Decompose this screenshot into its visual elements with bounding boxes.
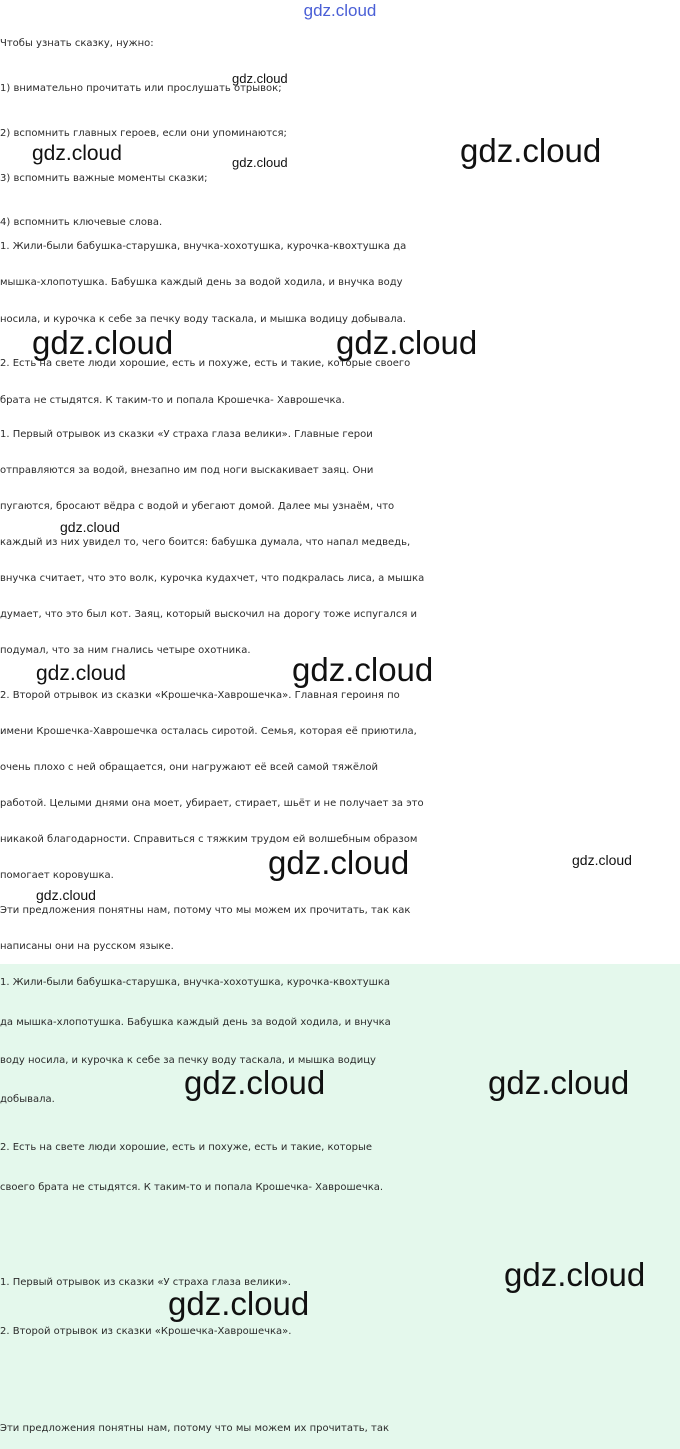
watermark: gdz.cloud xyxy=(184,1064,326,1101)
step-3: 3) вспомнить важные моменты сказки; xyxy=(0,173,208,184)
watermark: gdz.cloud xyxy=(60,519,120,535)
watermark: gdz.cloud xyxy=(504,1256,646,1293)
analysis1-line-6: думает, что это был кот. Заяц, который выскочил на дорогу тоже испугался и xyxy=(0,609,418,620)
excerpt1-line-1: 1. Жили-были бабушка-старушка, внучка-хохотушка, курочка-квохтушка да xyxy=(0,241,407,252)
watermark: gdz.cloud xyxy=(32,142,122,165)
watermark: gdz.cloud xyxy=(232,71,288,86)
answer-excerpt1-line-4: добывала. xyxy=(0,1094,55,1105)
watermark: gdz.cloud xyxy=(572,852,632,868)
watermark: gdz.cloud xyxy=(36,662,126,685)
watermark: gdz.cloud xyxy=(32,324,174,361)
step-1: 1) внимательно прочитать или прослушать отрывок; xyxy=(0,83,282,94)
answer-title-1: 1. Первый отрывок из сказки «У страха глаза велики». xyxy=(0,1277,291,1288)
intro-text: Чтобы узнать сказку, нужно: xyxy=(0,38,154,49)
analysis2-line-2: имени Крошечка-Хаврошечка осталась сиротой. Семья, которая её приютила, xyxy=(0,726,417,737)
analysis1-line-7: подумал, что за ним гнались четыре охотника. xyxy=(0,645,251,656)
conclusion-line-2: написаны они на русском языке. xyxy=(0,941,174,952)
watermark: gdz.cloud xyxy=(292,651,434,688)
conclusion-line-1: Эти предложения понятны нам, потому что мы можем их прочитать, так как xyxy=(0,905,411,916)
excerpt2-line-2: брата не стыдятся. К таким-то и попала Крошечка- Хаврошечка. xyxy=(0,395,345,406)
answer-title-2: 2. Второй отрывок из сказки «Крошечка-Хаврошечка». xyxy=(0,1326,292,1337)
analysis2-line-4: работой. Целыми днями она моет, убирает, стирает, шьёт и не получает за это xyxy=(0,798,424,809)
excerpt1-line-3: носила, и курочка к себе за печку воду таскала, и мышка водицу добывала. xyxy=(0,314,406,325)
answer-excerpt1-line-1: 1. Жили-были бабушка-старушка, внучка-хохотушка, курочка-квохтушка xyxy=(0,977,390,988)
watermark: gdz.cloud xyxy=(268,844,410,881)
step-2: 2) вспомнить главных героев, если они упоминаются; xyxy=(0,128,287,139)
watermark: gdz.cloud xyxy=(488,1064,630,1101)
analysis1-line-2: отправляются за водой, внезапно им под ноги выскакивает заяц. Они xyxy=(0,465,374,476)
excerpt2-line-1: 2. Есть на свете люди хорошие, есть и похуже, есть и такие, которые своего xyxy=(0,358,411,369)
watermark: gdz.cloud xyxy=(168,1285,310,1322)
analysis2-line-5: никакой благодарности. Справиться с тяжким трудом ей волшебным образом xyxy=(0,834,418,845)
analysis1-line-1: 1. Первый отрывок из сказки «У страха глаза велики». Главные герои xyxy=(0,429,373,440)
answer-block xyxy=(0,964,680,1449)
watermark: gdz.cloud xyxy=(232,155,288,170)
answer-conclusion: Эти предложения понятны нам, потому что мы можем их прочитать, так xyxy=(0,1423,390,1434)
watermark: gdz.cloud xyxy=(336,324,478,361)
analysis2-line-3: очень плохо с ней обращается, они нагружают её всей самой тяжёлой xyxy=(0,762,379,773)
excerpt1-line-2: мышка-хлопотушка. Бабушка каждый день за водой ходила, и внучка воду xyxy=(0,277,403,288)
answer-excerpt2-line-1: 2. Есть на свете люди хорошие, есть и похуже, есть и такие, которые xyxy=(0,1142,373,1153)
step-4: 4) вспомнить ключевые слова. xyxy=(0,217,163,228)
answer-excerpt1-line-2: да мышка-хлопотушка. Бабушка каждый день за водой ходила, и внучка xyxy=(0,1017,391,1028)
analysis1-line-5: внучка считает, что это волк, курочка кудахчет, что подкралась лиса, а мышка xyxy=(0,573,425,584)
analysis1-line-3: пугаются, бросают вёдра с водой и убегают домой. Далее мы узнаём, что xyxy=(0,501,395,512)
answer-excerpt1-line-3: воду носила, и курочка к себе за печку воду таскала, и мышка водицу xyxy=(0,1055,376,1066)
watermark: gdz.cloud xyxy=(460,132,602,169)
site-header-link[interactable]: gdz.cloud xyxy=(303,1,377,20)
answer-excerpt2-line-2: своего брата не стыдятся. К таким-то и попала Крошечка- Хаврошечка. xyxy=(0,1182,384,1193)
watermark: gdz.cloud xyxy=(36,887,96,903)
analysis2-line-6: помогает коровушка. xyxy=(0,870,114,881)
analysis2-line-1: 2. Второй отрывок из сказки «Крошечка-Хаврошечка». Главная героиня по xyxy=(0,690,400,701)
analysis1-line-4: каждый из них увидел то, чего боится: бабушка думала, что напал медведь, xyxy=(0,537,411,548)
